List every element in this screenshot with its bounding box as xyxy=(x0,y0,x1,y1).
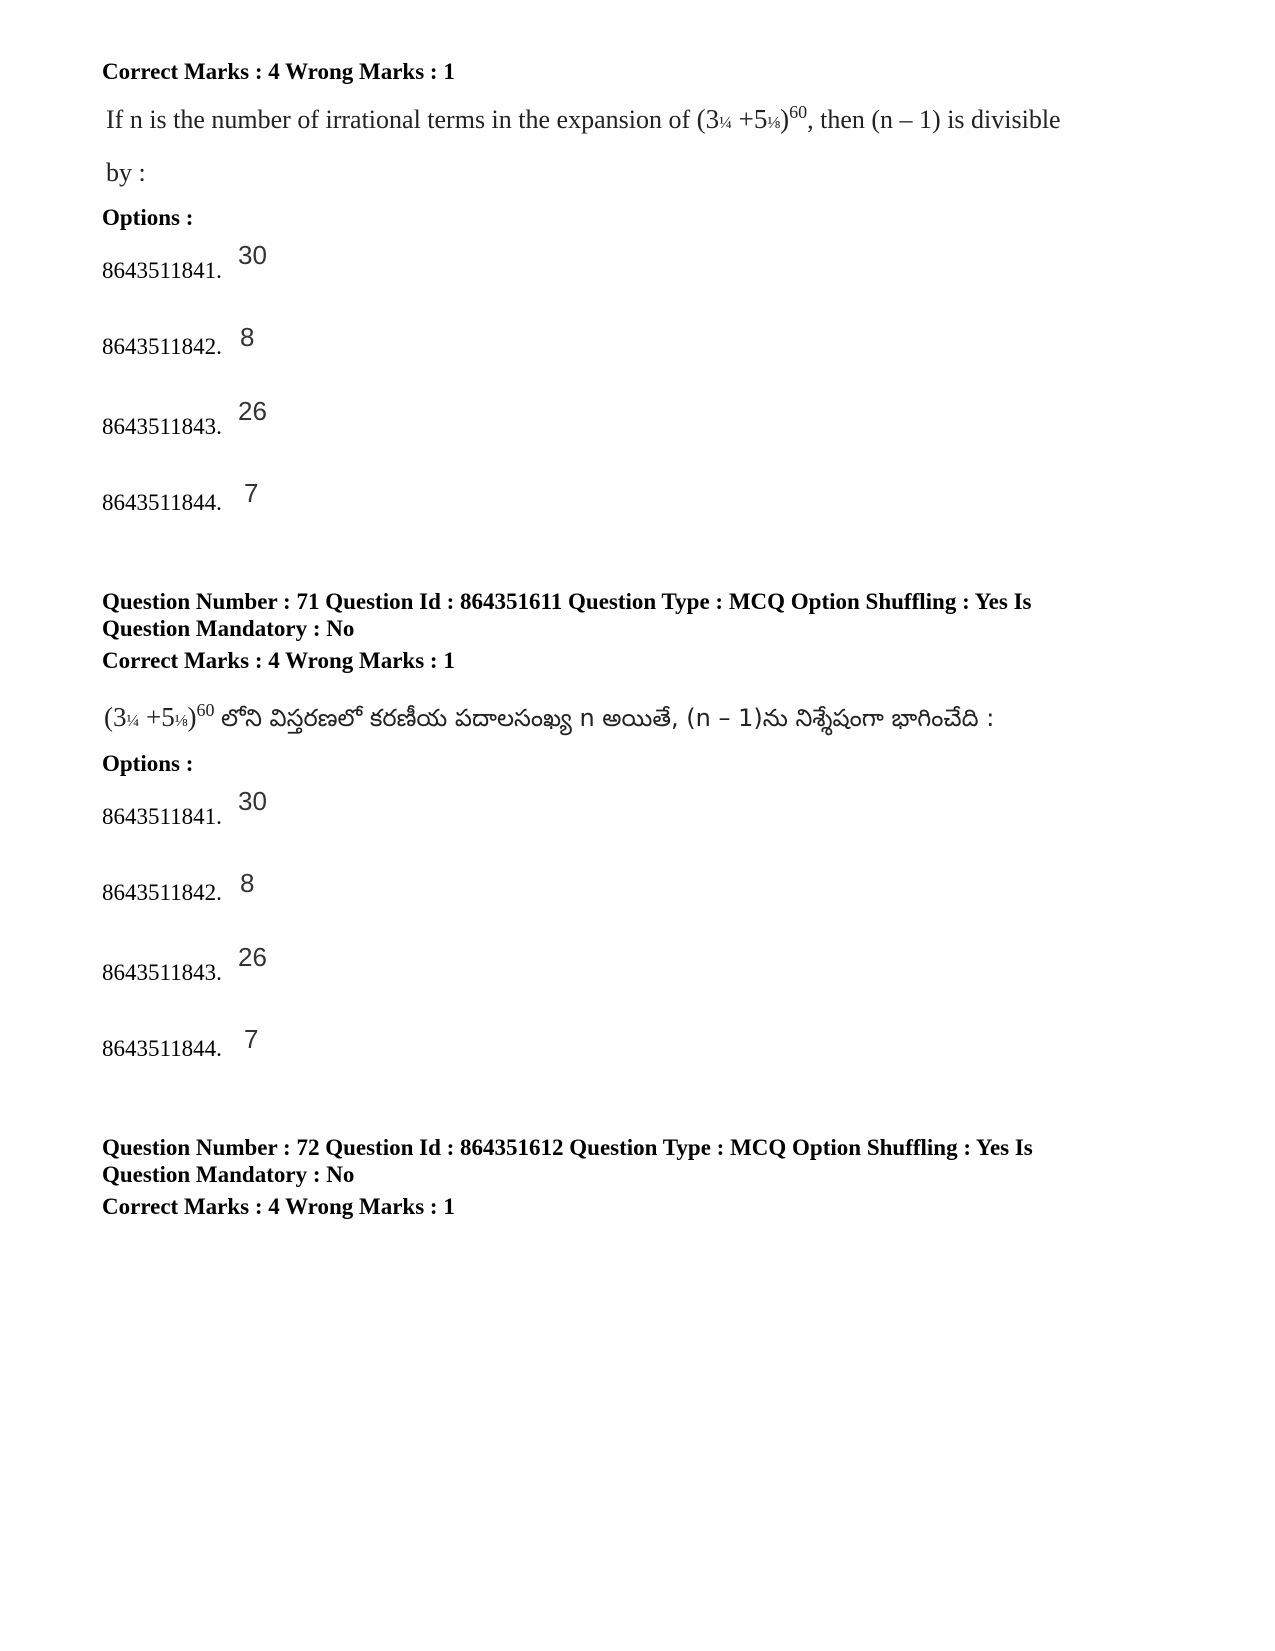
q71-options-label: Options : xyxy=(102,751,194,776)
expr-frac-1: ¼ xyxy=(126,711,140,730)
expr-base-1: 3 xyxy=(113,702,127,732)
q70-option-id-3: 8643511843. xyxy=(102,414,222,439)
q71-option-value-4: 7 xyxy=(244,1024,259,1054)
expr-exponent: 60 xyxy=(789,102,808,122)
q70-options-label: Options : xyxy=(102,205,194,230)
q70-option-value-4: 7 xyxy=(244,478,259,508)
q71-option-id-2: 8643511842. xyxy=(102,880,222,905)
q71-expression: (3¼ +5⅛)$^{60}$ xyxy=(104,700,215,732)
q70-option-id-4: 8643511844. xyxy=(102,490,222,515)
q70-option-value-1: 30 xyxy=(238,240,267,270)
q71-option-id-1: 8643511841. xyxy=(102,804,222,829)
expr-frac-2: ⅛ xyxy=(174,711,188,730)
q70-text-after: , then (n – 1) is divisible xyxy=(807,105,1061,134)
q70-option-id-2: 8643511842. xyxy=(102,334,222,359)
q71-question-text xyxy=(104,700,994,738)
q70-marks: Correct Marks : 4 Wrong Marks : 1 xyxy=(102,59,455,84)
q72-header-line1: Question Number : 72 Question Id : 864351612 Question Type : MCQ Option Shuffling : Yes Is xyxy=(102,1135,1033,1160)
q70-text-before: If n is the number of irrational terms in the expansion of xyxy=(106,105,691,134)
expr-plus: + xyxy=(146,702,162,732)
expr-plus: + xyxy=(738,104,754,134)
expr-base-2: 5 xyxy=(753,104,768,134)
q70-expression: (3¼ +5⅛)$^{60}$ xyxy=(696,102,808,134)
q71-marks: Correct Marks : 4 Wrong Marks : 1 xyxy=(102,648,455,673)
q71-option-value-1: 30 xyxy=(238,786,267,816)
q72-header-line2: Question Mandatory : No xyxy=(102,1162,355,1187)
q71-option-value-2: 8 xyxy=(240,868,255,898)
q71-header-line1: Question Number : 71 Question Id : 864351611 Question Type : MCQ Option Shuffling : Yes Is xyxy=(102,589,1032,614)
q70-text-line2: by : xyxy=(106,158,146,187)
expr-base-2: 5 xyxy=(161,702,175,732)
q71-option-id-3: 8643511843. xyxy=(102,960,222,985)
q71-option-id-4: 8643511844. xyxy=(102,1036,222,1061)
q70-option-value-2: 8 xyxy=(240,322,255,352)
q72-marks: Correct Marks : 4 Wrong Marks : 1 xyxy=(102,1194,455,1219)
expr-base-1: 3 xyxy=(705,104,720,134)
q71-telugu-text: లోని విస్తరణలో కరణీయ పదాలసంఖ్య n అయితే, (n – 1)ను నిశ్శేషంగా భాగించేది : xyxy=(220,704,995,732)
q71-header-line2: Question Mandatory : No xyxy=(102,616,355,641)
q70-option-value-3: 26 xyxy=(238,396,267,426)
expr-frac-1: ¼ xyxy=(719,113,732,132)
q70-question-text xyxy=(106,102,1061,135)
q71-option-value-3: 26 xyxy=(238,942,267,972)
expr-frac-2: ⅛ xyxy=(767,113,781,132)
q70-option-id-1: 8643511841. xyxy=(102,258,222,283)
expr-exponent: 60 xyxy=(196,700,215,720)
